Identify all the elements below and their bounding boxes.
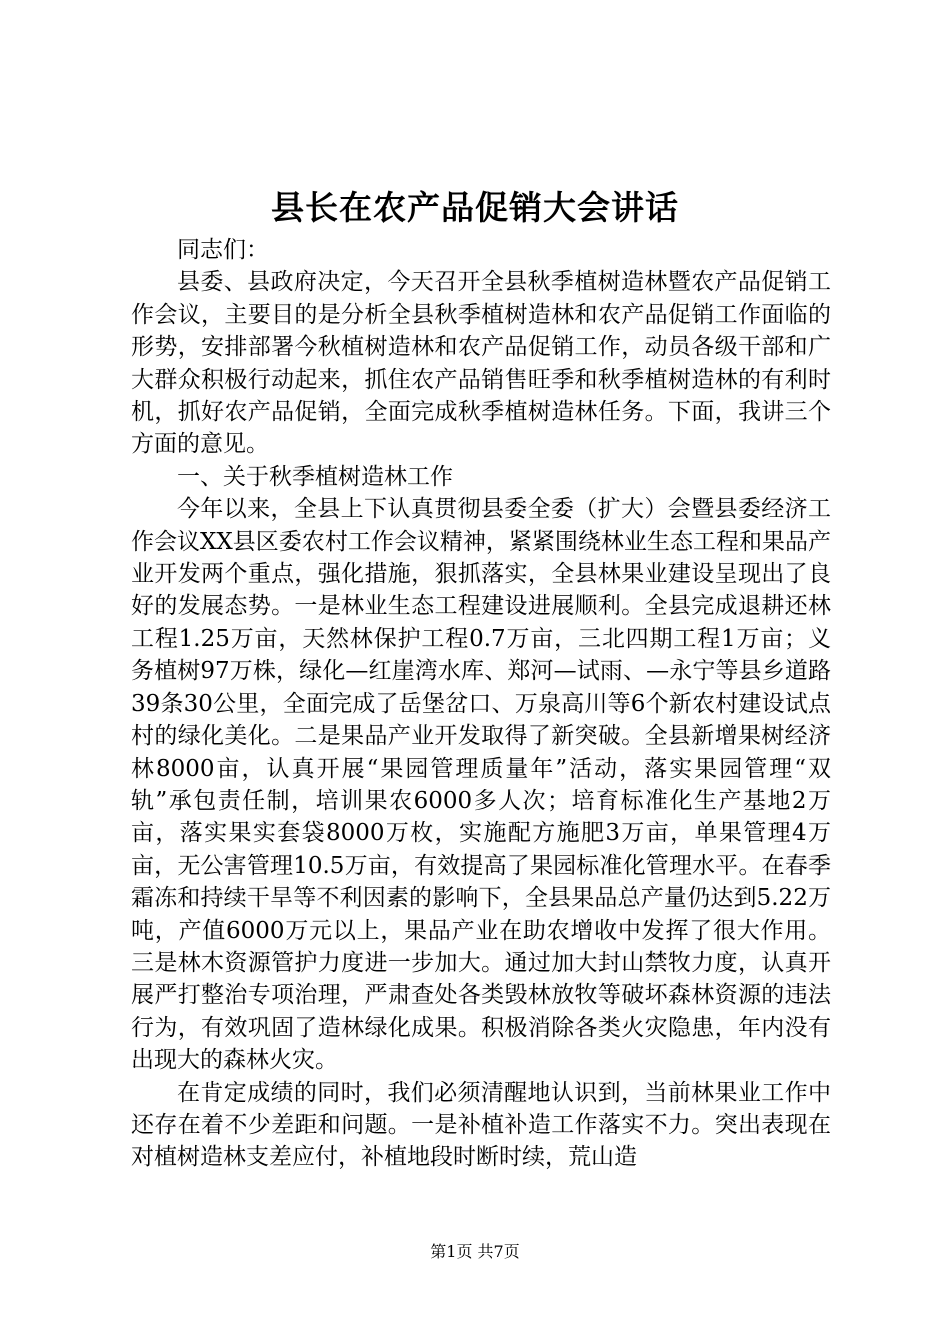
- document-body: [131, 234, 831, 1174]
- page-title: 县长在农产品促销大会讲话: [271, 188, 679, 227]
- salutation-paragraph: 同志们：: [177, 237, 269, 263]
- problems-paragraph: 在肯定成绩的同时，我们必须清醒地认识到，当前林果业工作中还存在着不少差距和问题。一是补植补造工作落实不力。突出表现在对植树造林支差应付，补植地段时断时续，荒山造: [131, 1079, 831, 1171]
- page-footer: 第1页 共7页: [430, 1242, 520, 1261]
- intro-paragraph: 县委、县政府决定，今天召开全县秋季植树造林暨农产品促销工作会议，主要目的是分析全县秋季植树造林和农产品促销工作面临的形势，安排部署今秋植树造林和农产品促销工作，动员各级干部和广大群众积极行动起来，抓住农产品销售旺季和秋季植树造林的有利时机，抓好农产品促销，全面完成秋季植树造林任务。下面，我讲三个方面的意见。: [131, 269, 831, 458]
- section-heading: 一、关于秋季植树造林工作: [177, 463, 453, 490]
- achievements-paragraph: 今年以来，全县上下认真贯彻县委全委（扩大）会暨县委经济工作会议XX县区委农村工作会议精神，紧紧围绕林业生态工程和果品产业开发两个重点，强化措施，狠抓落实，全县林果业建设呈现出了良好的发展态势。一是林业生态工程建设进展顺利。全县完成退耕还林工程1.25万亩，天然林保护工程0.7万亩，三北四期工程1万亩；义务植树97万株，绿化—红崖湾水库、郑河—试雨、—永宁等县乡道路39条30公里，全面完成了岳堡岔口、万泉高川等6个新农村建设试点村的绿化美化。二是果品产业开发取得了新突破。全县新增果树经济林8000亩，认真开展“果园管理质量年”活动，落实果园管理“双轨”承包责任制，培训果农6000多人次；培育标准化生产基地2万亩，落实果实套袋8000万枚，实施配方施肥3万亩，单果管理4万亩，无公害管理10.5万亩，有效提高了果园标准化管理水平。在春季霜冻和持续干旱等不利因素的影响下，全县果品总产量仍达到5.22万吨，产值6000万元以上，果品产业在助农增收中发挥了很大作用。三是林木资源管护力度进一步加大。通过加大封山禁牧力度，认真开展严打整治专项治理，严肃查处各类毁林放牧等破坏森林资源的违法行为，有效巩固了造林绿化成果。积极消除各类火灾隐患，年内没有出现大的森林火灾。: [131, 496, 831, 1074]
